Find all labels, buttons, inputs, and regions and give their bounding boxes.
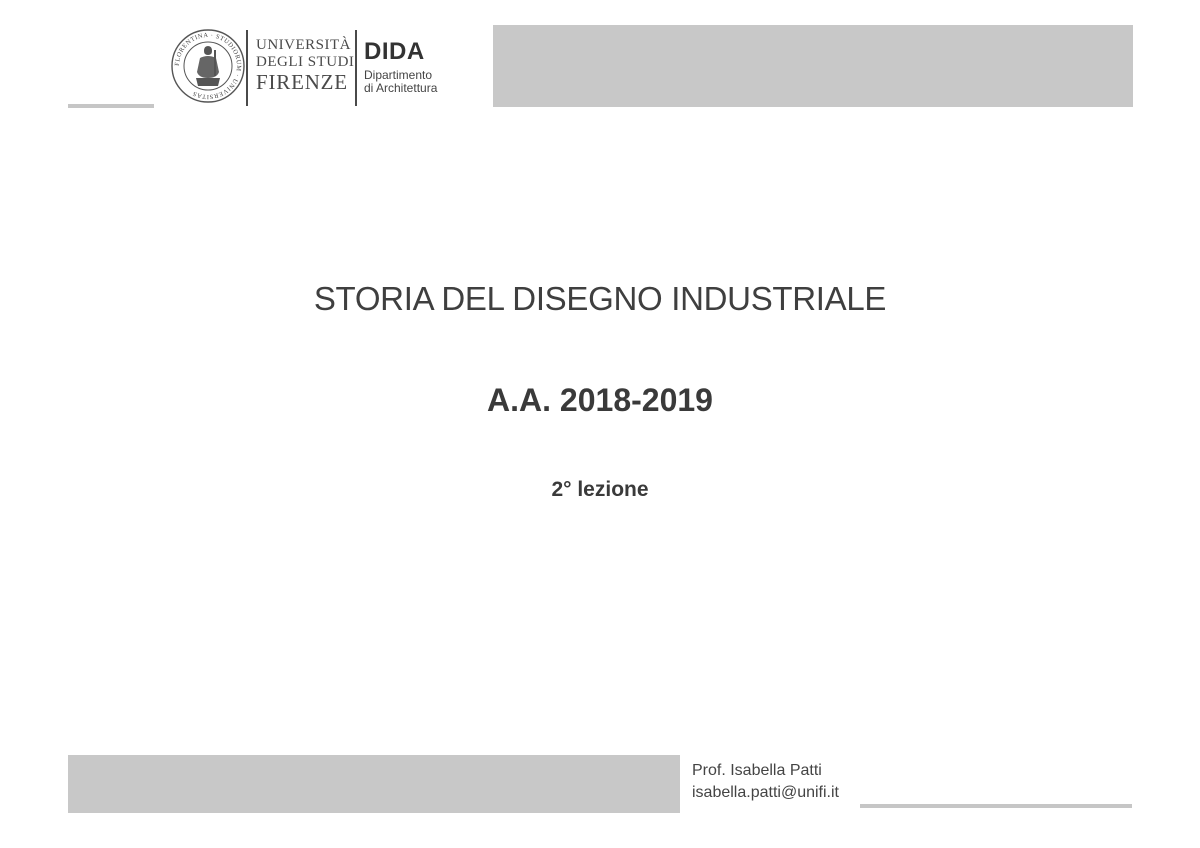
- academic-year: A.A. 2018-2019: [487, 382, 713, 418]
- logo-divider-right: [355, 30, 357, 106]
- university-name-line-1: UNIVERSITÀ: [256, 37, 351, 53]
- header-left-rule: [68, 104, 154, 108]
- university-name: [256, 38, 354, 93]
- department-name: [364, 40, 437, 95]
- university-name-line-2: DEGLI STUDI: [256, 54, 355, 70]
- author-name: Prof. Isabella Patti: [692, 762, 822, 779]
- logo-divider-left: [246, 30, 248, 106]
- university-seal-icon: [170, 28, 246, 104]
- department-acronym: DIDA: [364, 38, 425, 65]
- slide-title: STORIA DEL DISEGNO INDUSTRIALE: [313, 280, 887, 317]
- footer-gray-band: [68, 755, 680, 813]
- footer-right-rule: [860, 804, 1132, 808]
- author-email: isabella.patti@unifi.it: [692, 784, 839, 801]
- department-line-1: Dipartimento: [364, 68, 433, 82]
- seal-legend: FLORENTINA · STUDIORUM · UNIVERSITAS: [173, 31, 243, 101]
- author-block: [692, 760, 839, 804]
- department-line-2: di Architettura: [364, 81, 438, 95]
- university-logo: [170, 26, 460, 110]
- university-name-line-3: FIRENZE: [256, 70, 348, 94]
- lesson-number: 2° lezione: [551, 478, 649, 501]
- header-gray-band: [493, 25, 1133, 107]
